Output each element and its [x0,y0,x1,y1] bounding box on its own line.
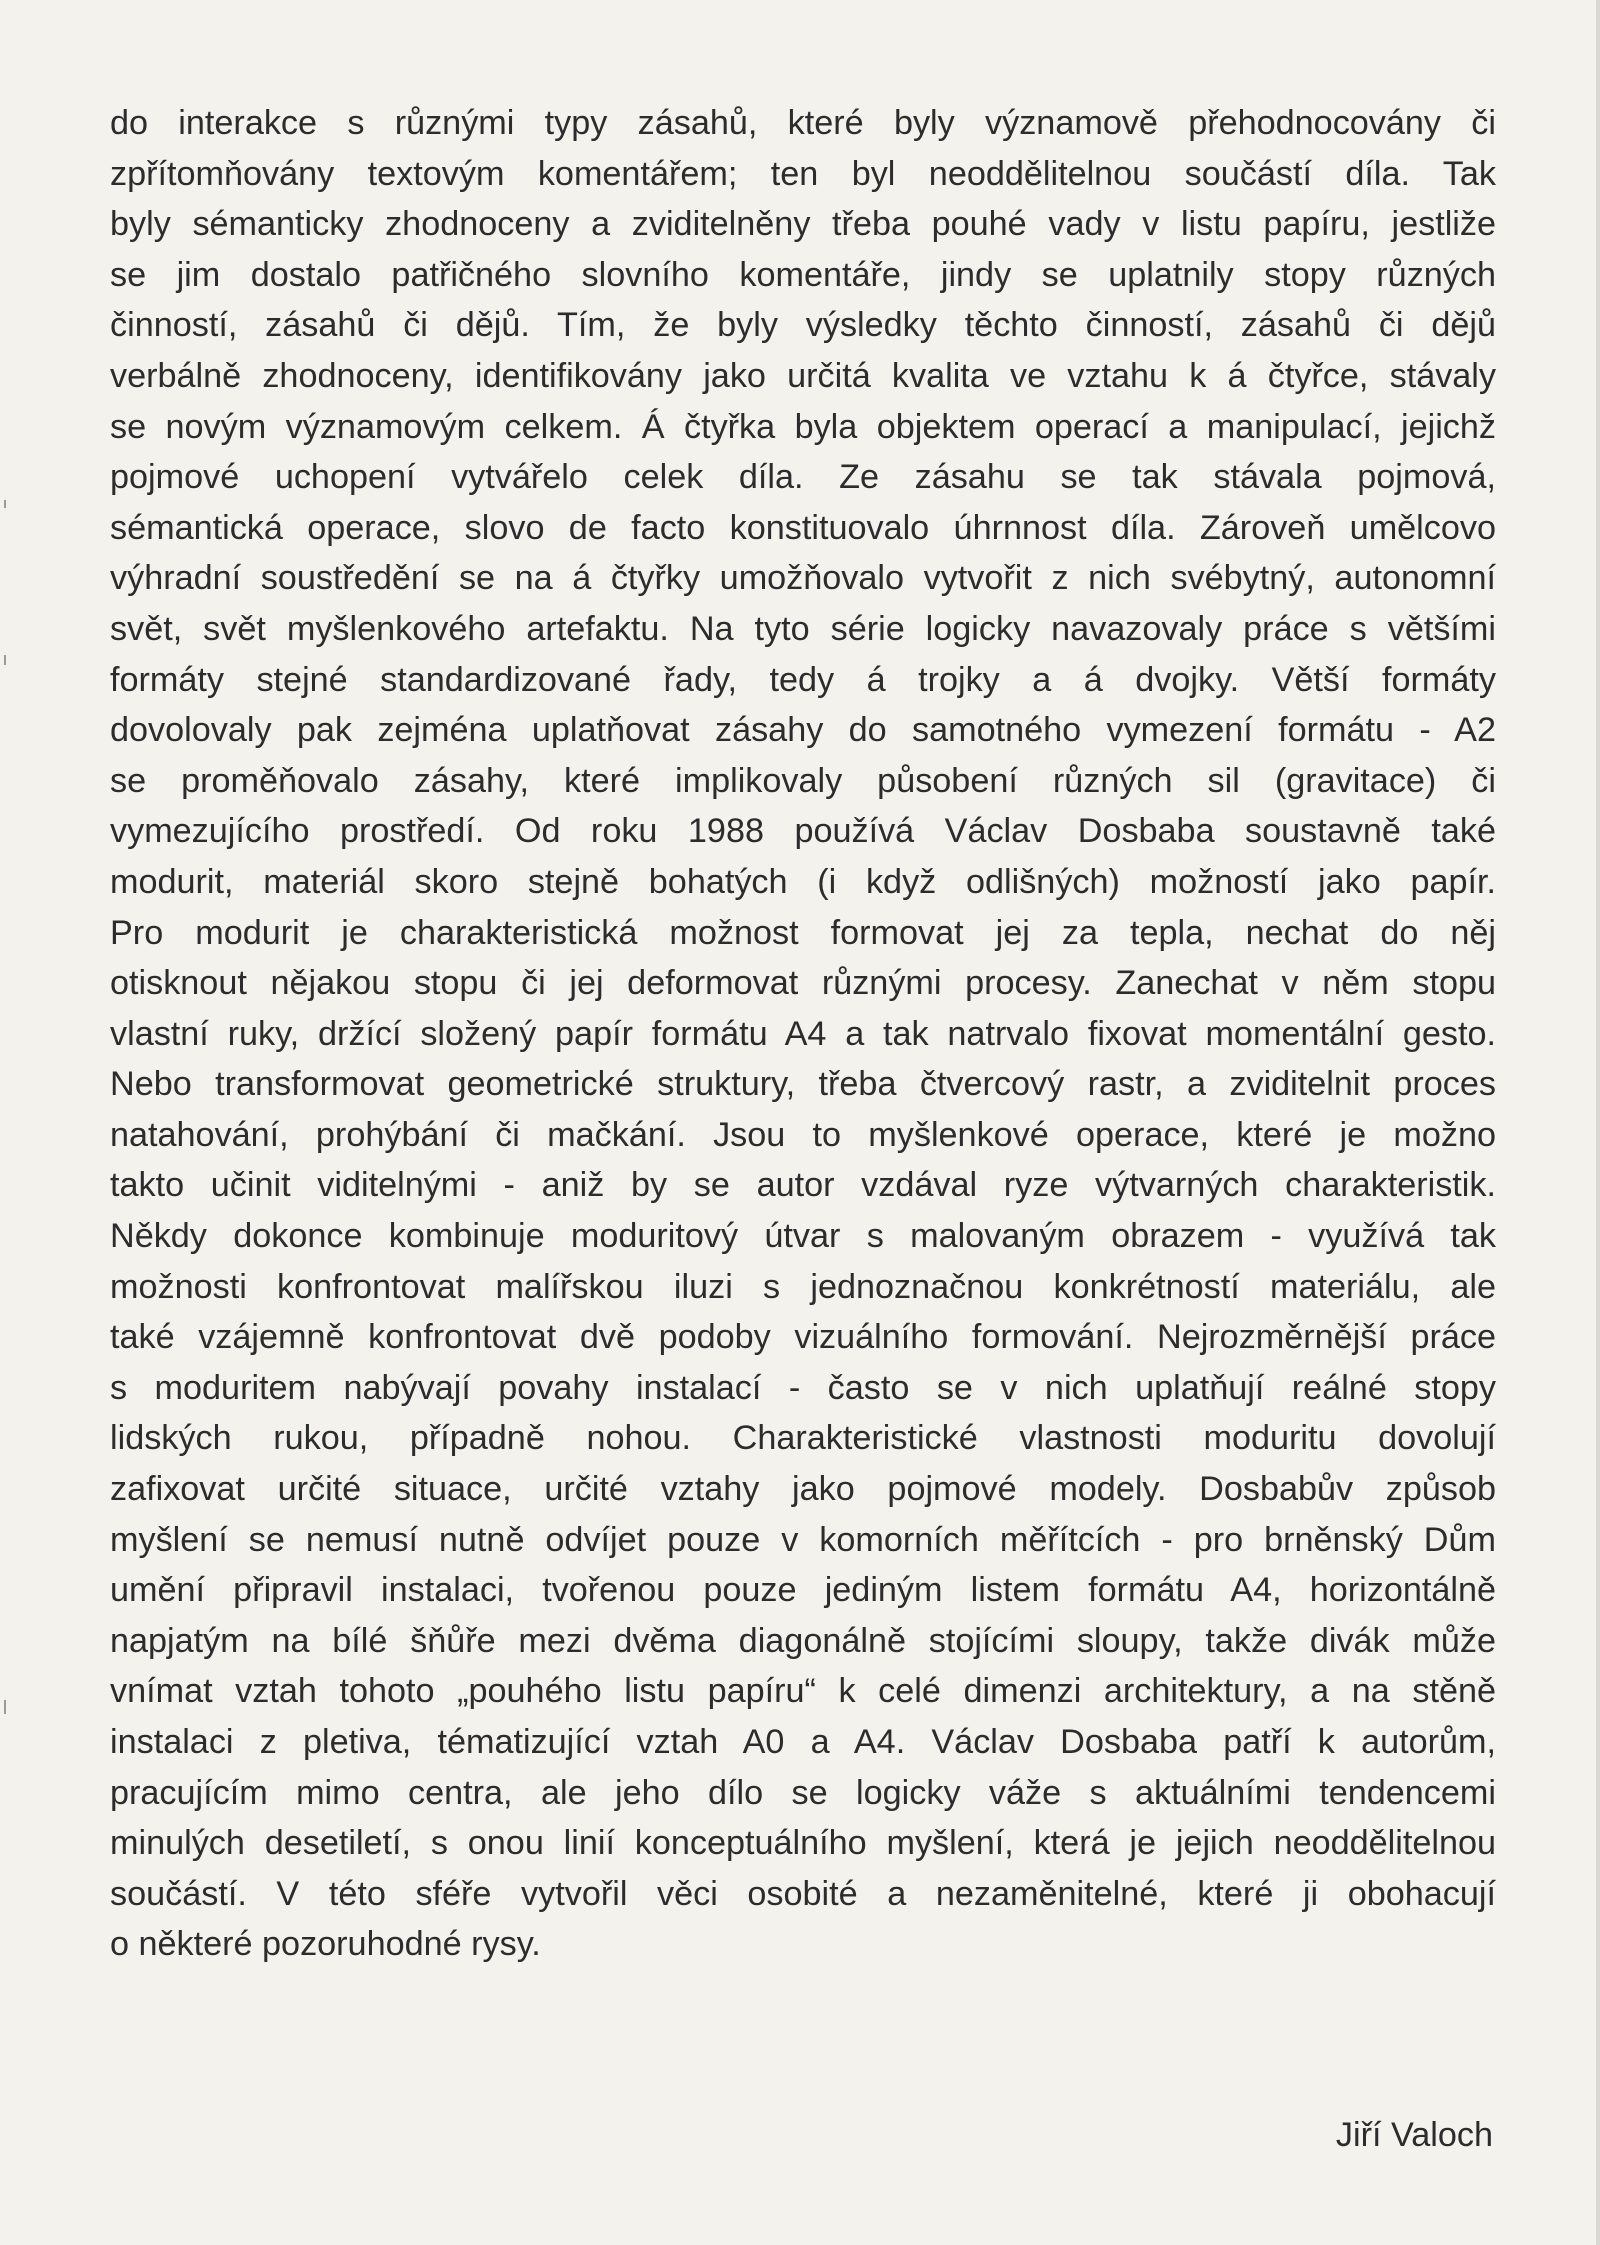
text-line: napjatým na bílé šňůře mezi dvěma diagonálně stojícími sloupy, takže divák může [110,1621,1496,1660]
text-line: se novým významovým celkem. Á čtyřka byla objektem operací a manipulací, jejichž [110,407,1496,446]
text-line: instalaci z pletiva, tématizující vztah A0 a A4. Václav Dosbaba patří k autorům, [110,1723,1496,1761]
text-line: činností, zásahů či dějů. Tím, že byly výsledky těchto činností, zásahů či dějů [110,306,1496,345]
binding-mark [4,655,6,665]
text-line: se proměňovalo zásahy, které implikovaly působení různých sil (gravitace) či [110,761,1496,800]
text-line: dovolovaly pak zejména uplatňovat zásahy do samotného vymezení formátu - A2 [110,711,1496,750]
text-line: natahování, prohýbání či mačkání. Jsou to myšlenkové operace, které je možno [110,1115,1496,1154]
page-edge-shadow [1596,0,1600,2245]
text-line: vymezujícího prostředí. Od roku 1988 používá Václav Dosbaba soustavně také [110,812,1496,851]
author-signature: Jiří Valoch [1335,2116,1493,2154]
text-line: možnosti konfrontovat malířskou iluzi s jednoznačnou konkrétností materiálu, ale [110,1267,1496,1306]
text-line: verbálně zhodnoceny, identifikovány jako určitá kvalita ve vztahu k á čtyřce, stávaly [110,356,1496,395]
article-body [110,98,1496,1970]
text-line: modurit, materiál skoro stejně bohatých (i když odlišných) možností jako papír. [110,862,1496,901]
text-line: zpřítomňovány textovým komentářem; ten byl neoddělitelnou součástí díla. Tak [110,154,1496,193]
text-line: umění připravil instalaci, tvořenou pouze jediným listem formátu A4, horizontálně [110,1571,1496,1610]
text-line: součástí. V této sféře vytvořil věci osobité a nezaměnitelné, které ji obohacují [110,1874,1496,1913]
text-line: pracujícím mimo centra, ale jeho dílo se logicky váže s aktuálními tendencemi [110,1773,1496,1812]
text-line: o některé pozoruhodné rysy. [110,1925,541,1964]
text-line: svět, svět myšlenkového artefaktu. Na tyto série logicky navazovaly práce s většími [110,609,1496,648]
text-line: vnímat vztah tohoto „pouhého listu papíru“ k celé dimenzi architektury, a na stěně [110,1672,1496,1711]
text-line: lidských rukou, případně nohou. Charakteristické vlastnosti moduritu dovolují [110,1419,1496,1458]
text-line: byly sémanticky zhodnoceny a zviditelněny třeba pouhé vady v listu papíru, jestliže [110,205,1496,244]
text-line: myšlení se nemusí nutně odvíjet pouze v komorních měřítcích - pro brněnský Dům [110,1520,1496,1559]
text-line: zafixovat určité situace, určité vztahy jako pojmové modely. Dosbabův způsob [110,1470,1496,1509]
text-line: výhradní soustředění se na á čtyřky umožňovalo vytvořit z nich svébytný, autonomní [110,559,1496,598]
text-line: vlastní ruky, držící složený papír formátu A4 a tak natrvalo fixovat momentální gesto. [110,1014,1496,1053]
text-line: takto učinit viditelnými - aniž by se autor vzdával ryze výtvarných charakteristik. [110,1166,1496,1205]
binding-mark [4,500,6,508]
text-line: minulých desetiletí, s onou linií konceptuálního myšlení, která je jejich neoddělitelnou [110,1824,1496,1863]
text-line: Někdy dokonce kombinuje moduritový útvar s malovaným obrazem - využívá tak [110,1217,1496,1256]
text-line: sémantická operace, slovo de facto konstituovalo úhrnnost díla. Zároveň umělcovo [110,508,1496,547]
binding-mark [4,1700,6,1714]
text-line: otisknout nějakou stopu či jej deformovat různými procesy. Zanechat v něm stopu [110,964,1496,1003]
text-line: do interakce s různými typy zásahů, které byly významově přehodnocovány či [110,104,1496,142]
text-line: Pro modurit je charakteristická možnost formovat jej za tepla, nechat do něj [110,913,1496,952]
text-line: pojmové uchopení vytvářelo celek díla. Ze zásahu se tak stávala pojmová, [110,458,1496,497]
text-line: Nebo transformovat geometrické struktury, třeba čtvercový rastr, a zviditelnit proces [110,1065,1496,1104]
text-line: formáty stejné standardizované řady, tedy á trojky a á dvojky. Větší formáty [110,660,1496,699]
text-line: také vzájemně konfrontovat dvě podoby vizuálního formování. Nejrozměrnější práce [110,1318,1496,1357]
text-line: se jim dostalo patřičného slovního komentáře, jindy se uplatnily stopy různých [110,255,1496,294]
text-line: s moduritem nabývají povahy instalací - často se v nich uplatňují reálné stopy [110,1368,1496,1407]
